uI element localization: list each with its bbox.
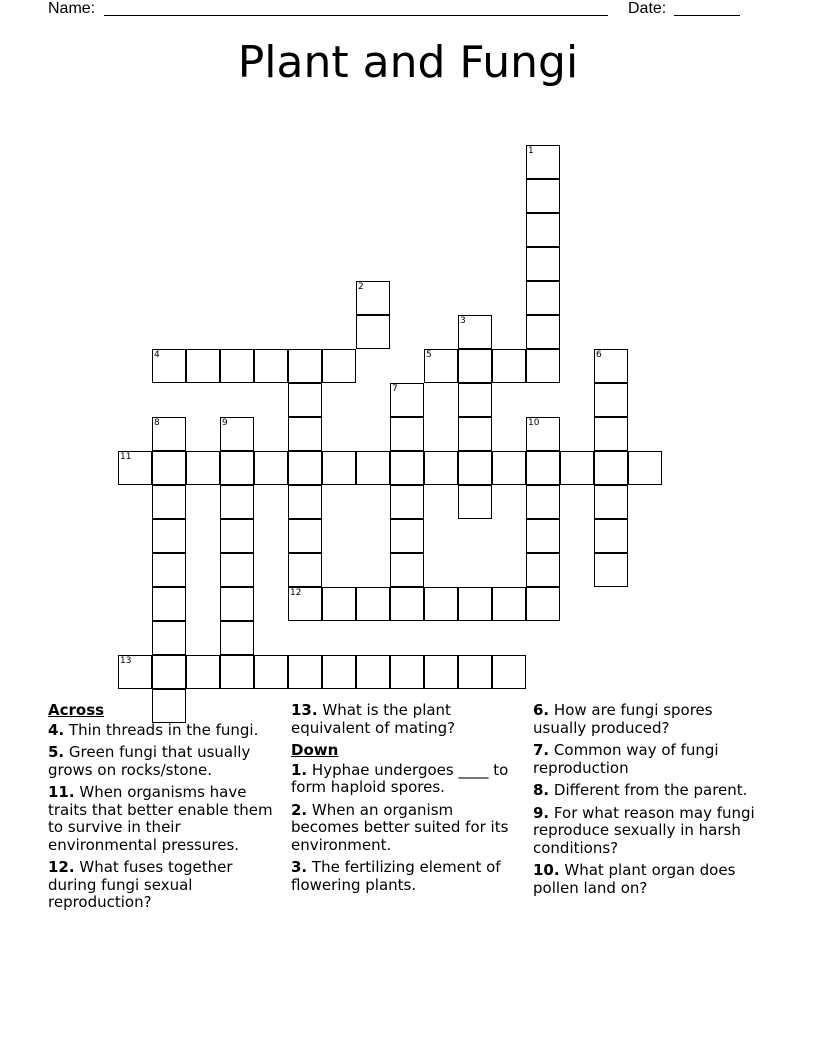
clue-text: When organisms have traits that better enable them to survive in their environmental pressures.	[48, 783, 273, 854]
grid-cell[interactable]	[152, 349, 186, 383]
grid-cell[interactable]	[322, 349, 356, 383]
grid-cell[interactable]	[118, 451, 152, 485]
grid-cell[interactable]	[254, 349, 288, 383]
clue-down-1	[291, 762, 516, 797]
clue-number-label: 10	[528, 418, 540, 428]
grid-cell[interactable]	[458, 451, 492, 485]
clue-text: Different from the parent.	[553, 781, 748, 799]
clue-number: 4.	[48, 720, 65, 739]
grid-cell[interactable]	[390, 553, 424, 587]
clue-text: The fertilizing element of flowering plants.	[291, 858, 501, 894]
clue-number-label: 8	[154, 418, 160, 428]
clue-number: 9.	[533, 803, 550, 822]
clue-text: When an organism becomes better suited for its environment.	[291, 800, 509, 854]
grid-cell[interactable]	[594, 417, 628, 451]
grid-cell[interactable]	[390, 383, 424, 417]
clue-across-12	[48, 859, 273, 912]
grid-cell[interactable]	[458, 349, 492, 383]
clue-down-2	[291, 802, 516, 855]
grid-cell[interactable]	[288, 417, 322, 451]
grid-cell[interactable]	[424, 349, 458, 383]
grid-cell[interactable]	[220, 621, 254, 655]
clue-number: 1.	[291, 760, 308, 779]
clue-column-3	[533, 702, 758, 902]
grid-cell[interactable]	[288, 349, 322, 383]
clue-down-3	[291, 859, 516, 894]
clue-number: 8.	[533, 781, 550, 799]
clue-across-5	[48, 744, 273, 779]
grid-cell[interactable]	[322, 587, 356, 621]
grid-cell[interactable]	[152, 553, 186, 587]
grid-cell[interactable]	[356, 655, 390, 689]
grid-cell[interactable]	[458, 485, 492, 519]
grid-cell[interactable]	[220, 519, 254, 553]
date-label: Date:	[628, 0, 667, 17]
grid-cell[interactable]	[526, 587, 560, 621]
clue-number: 3.	[291, 858, 308, 876]
clue-number-label: 11	[120, 452, 132, 462]
grid-cell[interactable]	[526, 213, 560, 247]
clue-number: 5.	[48, 743, 65, 761]
grid-cell[interactable]	[628, 451, 662, 485]
grid-cell[interactable]	[220, 485, 254, 519]
clue-number-label: 2	[358, 282, 364, 292]
clue-text: Hyphae undergoes ____ to form haploid spores.	[291, 760, 509, 796]
clue-number-label: 3	[460, 316, 466, 326]
grid-cell[interactable]	[458, 383, 492, 417]
clue-text: Common way of fungi reproduction	[533, 741, 719, 777]
clue-down-6	[533, 702, 758, 737]
grid-cell[interactable]	[492, 349, 526, 383]
grid-cell[interactable]	[118, 655, 152, 689]
clue-across-11	[48, 784, 273, 854]
grid-cell[interactable]	[424, 655, 458, 689]
grid-cell[interactable]	[390, 451, 424, 485]
page-title: Plant and Fungi	[237, 37, 579, 88]
grid-cell[interactable]	[152, 621, 186, 655]
clue-text: What plant organ does pollen land on?	[533, 861, 736, 897]
grid-cell[interactable]	[458, 655, 492, 689]
clue-number: 6.	[533, 701, 550, 719]
grid-cell[interactable]	[220, 587, 254, 621]
grid-cell[interactable]	[594, 451, 628, 485]
grid-cell[interactable]	[152, 451, 186, 485]
down-heading: Down	[291, 741, 339, 759]
grid-cell[interactable]	[526, 179, 560, 213]
clue-number-label: 1	[528, 146, 534, 156]
grid-cell[interactable]	[594, 519, 628, 553]
grid-cell[interactable]	[322, 655, 356, 689]
clue-number-label: 6	[596, 350, 602, 360]
grid-cell[interactable]	[356, 587, 390, 621]
clue-down-8	[533, 782, 758, 800]
grid-cell[interactable]	[390, 655, 424, 689]
grid-cell[interactable]	[220, 553, 254, 587]
grid-cell[interactable]	[560, 451, 594, 485]
grid-cell[interactable]	[152, 417, 186, 451]
grid-cell[interactable]	[424, 587, 458, 621]
grid-cell[interactable]	[390, 519, 424, 553]
grid-cell[interactable]	[594, 553, 628, 587]
grid-cell[interactable]	[254, 655, 288, 689]
grid-cell[interactable]	[288, 519, 322, 553]
grid-cell[interactable]	[458, 417, 492, 451]
clue-number: 12.	[48, 858, 75, 876]
clue-number-label: 4	[154, 350, 160, 360]
clue-column-2	[291, 702, 516, 899]
grid-cell[interactable]	[288, 451, 322, 485]
grid-cell[interactable]	[220, 417, 254, 451]
grid-cell[interactable]	[526, 519, 560, 553]
grid-cell[interactable]	[152, 519, 186, 553]
grid-cell[interactable]	[458, 587, 492, 621]
clue-text: For what reason may fungi reproduce sexually in harsh conditions?	[533, 803, 755, 857]
across-heading: Across	[48, 701, 105, 719]
grid-cell[interactable]	[526, 145, 560, 179]
grid-cell[interactable]	[526, 247, 560, 281]
grid-cell[interactable]	[186, 349, 220, 383]
clue-text: Green fungi that usually grows on rocks/stone.	[48, 743, 251, 779]
grid-cell[interactable]	[288, 383, 322, 417]
grid-cell[interactable]	[220, 349, 254, 383]
grid-cell[interactable]	[152, 587, 186, 621]
grid-cell[interactable]	[322, 451, 356, 485]
grid-cell[interactable]	[492, 587, 526, 621]
grid-cell[interactable]	[152, 485, 186, 519]
grid-cell[interactable]	[526, 417, 560, 451]
clue-number: 7.	[533, 741, 550, 759]
clue-column-1	[48, 702, 273, 917]
clue-down-10	[533, 862, 758, 897]
grid-cell[interactable]	[152, 655, 186, 689]
clue-number-label: 13	[120, 656, 132, 666]
grid-cell[interactable]	[288, 485, 322, 519]
clue-number-label: 7	[392, 384, 398, 394]
clue-number: 10.	[533, 861, 560, 879]
clue-text: Thin threads in the fungi.	[68, 720, 259, 739]
clue-down-9	[533, 805, 758, 858]
grid-cell[interactable]	[356, 281, 390, 315]
grid-cell[interactable]	[288, 587, 322, 621]
clue-text: How are fungi spores usually produced?	[533, 701, 713, 737]
grid-cell[interactable]	[526, 281, 560, 315]
clue-down-7	[533, 742, 758, 777]
grid-cell[interactable]	[594, 485, 628, 519]
grid-cell[interactable]	[356, 315, 390, 349]
name-label: Name:	[48, 0, 96, 17]
grid-cell[interactable]	[492, 451, 526, 485]
grid-cell[interactable]	[526, 553, 560, 587]
clue-across-13	[291, 702, 516, 737]
grid-cell[interactable]	[424, 451, 458, 485]
clue-number: 13.	[291, 701, 318, 719]
grid-cell[interactable]	[254, 451, 288, 485]
clue-text: What fuses together during fungi sexual reproduction?	[48, 858, 233, 911]
clue-text: What is the plant equivalent of mating?	[291, 701, 456, 737]
grid-cell[interactable]	[594, 349, 628, 383]
grid-cell[interactable]	[356, 451, 390, 485]
grid-cell[interactable]	[288, 655, 322, 689]
grid-cell[interactable]	[288, 553, 322, 587]
grid-cell[interactable]	[526, 349, 560, 383]
grid-cell[interactable]	[390, 587, 424, 621]
grid-cell[interactable]	[526, 485, 560, 519]
grid-cell[interactable]	[390, 417, 424, 451]
grid-cell[interactable]	[220, 655, 254, 689]
clue-number: 2.	[291, 800, 308, 819]
grid-cell[interactable]	[186, 655, 220, 689]
grid-cell[interactable]	[390, 485, 424, 519]
clue-across-4	[48, 722, 273, 740]
clue-number: 11.	[48, 783, 75, 801]
clue-number-label: 5	[426, 350, 432, 360]
grid-cell[interactable]	[526, 315, 560, 349]
grid-cell[interactable]	[492, 655, 526, 689]
grid-cell[interactable]	[526, 451, 560, 485]
grid-cell[interactable]	[186, 451, 220, 485]
grid-cell[interactable]	[220, 451, 254, 485]
grid-cell[interactable]	[594, 383, 628, 417]
clue-number-label: 9	[222, 418, 228, 428]
grid-cell[interactable]	[458, 315, 492, 349]
clue-number-label: 12	[290, 588, 302, 598]
